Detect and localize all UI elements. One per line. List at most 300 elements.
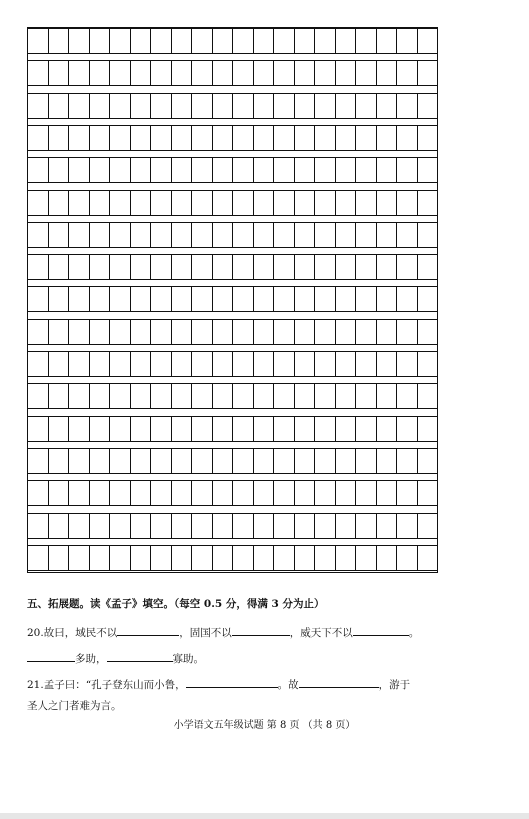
grid-cell[interactable] xyxy=(28,449,49,473)
grid-cell[interactable] xyxy=(377,126,398,150)
grid-cell[interactable] xyxy=(110,320,131,344)
grid-cell[interactable] xyxy=(274,255,295,279)
grid-cell[interactable] xyxy=(69,546,90,570)
grid-cell[interactable] xyxy=(131,126,152,150)
grid-cell[interactable] xyxy=(131,223,152,247)
grid-cell[interactable] xyxy=(233,94,254,118)
grid-cell[interactable] xyxy=(356,417,377,441)
grid-cell[interactable] xyxy=(192,417,213,441)
grid-cell[interactable] xyxy=(315,61,336,85)
grid-cell[interactable] xyxy=(315,223,336,247)
grid-cell[interactable] xyxy=(90,287,111,311)
grid-cell[interactable] xyxy=(377,158,398,182)
grid-cell[interactable] xyxy=(213,514,234,538)
grid-cell[interactable] xyxy=(336,255,357,279)
grid-cell[interactable] xyxy=(172,287,193,311)
grid-cell[interactable] xyxy=(49,481,70,505)
grid-cell[interactable] xyxy=(315,546,336,570)
grid-cell[interactable] xyxy=(69,158,90,182)
grid-cell[interactable] xyxy=(356,61,377,85)
grid-cell[interactable] xyxy=(315,481,336,505)
grid-cell[interactable] xyxy=(274,158,295,182)
grid-cell[interactable] xyxy=(110,94,131,118)
grid-cell[interactable] xyxy=(192,546,213,570)
grid-cell[interactable] xyxy=(151,287,172,311)
grid-cell[interactable] xyxy=(254,61,275,85)
grid-cell[interactable] xyxy=(315,126,336,150)
grid-cell[interactable] xyxy=(131,546,152,570)
grid-cell[interactable] xyxy=(151,481,172,505)
grid-cell[interactable] xyxy=(151,29,172,53)
grid-cell[interactable] xyxy=(192,158,213,182)
grid-cell[interactable] xyxy=(192,223,213,247)
grid-cell[interactable] xyxy=(315,352,336,376)
grid-cell[interactable] xyxy=(151,126,172,150)
grid-cell[interactable] xyxy=(336,158,357,182)
grid-cell[interactable] xyxy=(397,320,418,344)
grid-cell[interactable] xyxy=(254,384,275,408)
grid-cell[interactable] xyxy=(315,417,336,441)
grid-cell[interactable] xyxy=(28,320,49,344)
grid-cell[interactable] xyxy=(274,417,295,441)
grid-cell[interactable] xyxy=(69,223,90,247)
grid-cell[interactable] xyxy=(90,514,111,538)
grid-cell[interactable] xyxy=(233,61,254,85)
grid-cell[interactable] xyxy=(213,384,234,408)
grid-cell[interactable] xyxy=(274,352,295,376)
grid-cell[interactable] xyxy=(192,449,213,473)
grid-cell[interactable] xyxy=(356,514,377,538)
grid-cell[interactable] xyxy=(397,449,418,473)
grid-cell[interactable] xyxy=(172,320,193,344)
grid-cell[interactable] xyxy=(49,514,70,538)
grid-cell[interactable] xyxy=(69,191,90,215)
grid-cell[interactable] xyxy=(254,352,275,376)
grid-cell[interactable] xyxy=(377,191,398,215)
grid-cell[interactable] xyxy=(336,417,357,441)
grid-cell[interactable] xyxy=(49,255,70,279)
grid-cell[interactable] xyxy=(49,546,70,570)
grid-cell[interactable] xyxy=(233,514,254,538)
grid-cell[interactable] xyxy=(28,287,49,311)
grid-cell[interactable] xyxy=(131,514,152,538)
grid-cell[interactable] xyxy=(28,384,49,408)
grid-cell[interactable] xyxy=(336,352,357,376)
grid-cell[interactable] xyxy=(49,191,70,215)
grid-cell[interactable] xyxy=(377,481,398,505)
grid-cell[interactable] xyxy=(254,94,275,118)
grid-cell[interactable] xyxy=(131,287,152,311)
grid-cell[interactable] xyxy=(151,546,172,570)
grid-cell[interactable] xyxy=(397,191,418,215)
grid-cell[interactable] xyxy=(356,94,377,118)
grid-cell[interactable] xyxy=(274,320,295,344)
grid-cell[interactable] xyxy=(336,384,357,408)
grid-cell[interactable] xyxy=(131,320,152,344)
grid-cell[interactable] xyxy=(151,94,172,118)
grid-cell[interactable] xyxy=(151,449,172,473)
grid-cell[interactable] xyxy=(274,191,295,215)
grid-cell[interactable] xyxy=(377,546,398,570)
grid-cell[interactable] xyxy=(110,481,131,505)
grid-cell[interactable] xyxy=(90,481,111,505)
grid-cell[interactable] xyxy=(274,546,295,570)
grid-cell[interactable] xyxy=(110,223,131,247)
grid-cell[interactable] xyxy=(356,481,377,505)
answer-blank[interactable] xyxy=(27,650,75,662)
grid-cell[interactable] xyxy=(233,29,254,53)
grid-cell[interactable] xyxy=(110,29,131,53)
grid-cell[interactable] xyxy=(336,94,357,118)
grid-cell[interactable] xyxy=(418,158,438,182)
grid-cell[interactable] xyxy=(90,94,111,118)
grid-cell[interactable] xyxy=(90,61,111,85)
grid-cell[interactable] xyxy=(295,287,316,311)
grid-cell[interactable] xyxy=(28,158,49,182)
grid-cell[interactable] xyxy=(90,191,111,215)
grid-cell[interactable] xyxy=(213,320,234,344)
grid-cell[interactable] xyxy=(151,384,172,408)
grid-cell[interactable] xyxy=(377,320,398,344)
grid-cell[interactable] xyxy=(233,191,254,215)
grid-cell[interactable] xyxy=(69,29,90,53)
grid-cell[interactable] xyxy=(233,546,254,570)
grid-cell[interactable] xyxy=(151,61,172,85)
grid-cell[interactable] xyxy=(69,255,90,279)
grid-cell[interactable] xyxy=(356,29,377,53)
grid-cell[interactable] xyxy=(110,514,131,538)
grid-cell[interactable] xyxy=(295,449,316,473)
grid-cell[interactable] xyxy=(295,158,316,182)
grid-cell[interactable] xyxy=(233,223,254,247)
grid-cell[interactable] xyxy=(295,223,316,247)
grid-cell[interactable] xyxy=(377,514,398,538)
grid-cell[interactable] xyxy=(356,320,377,344)
grid-cell[interactable] xyxy=(110,384,131,408)
grid-cell[interactable] xyxy=(315,94,336,118)
answer-blank[interactable] xyxy=(186,676,278,688)
grid-cell[interactable] xyxy=(110,449,131,473)
grid-cell[interactable] xyxy=(254,255,275,279)
grid-cell[interactable] xyxy=(233,417,254,441)
grid-cell[interactable] xyxy=(397,223,418,247)
grid-cell[interactable] xyxy=(192,255,213,279)
grid-cell[interactable] xyxy=(90,384,111,408)
grid-cell[interactable] xyxy=(295,255,316,279)
grid-cell[interactable] xyxy=(28,255,49,279)
grid-cell[interactable] xyxy=(131,94,152,118)
grid-cell[interactable] xyxy=(295,481,316,505)
grid-cell[interactable] xyxy=(397,287,418,311)
grid-cell[interactable] xyxy=(110,61,131,85)
grid-cell[interactable] xyxy=(28,514,49,538)
grid-cell[interactable] xyxy=(151,191,172,215)
grid-cell[interactable] xyxy=(233,320,254,344)
grid-cell[interactable] xyxy=(213,352,234,376)
grid-cell[interactable] xyxy=(172,481,193,505)
grid-cell[interactable] xyxy=(151,320,172,344)
grid-cell[interactable] xyxy=(110,158,131,182)
grid-cell[interactable] xyxy=(295,126,316,150)
grid-cell[interactable] xyxy=(315,255,336,279)
grid-cell[interactable] xyxy=(233,449,254,473)
grid-cell[interactable] xyxy=(28,546,49,570)
grid-cell[interactable] xyxy=(90,29,111,53)
answer-blank[interactable] xyxy=(299,676,379,688)
grid-cell[interactable] xyxy=(110,352,131,376)
answer-blank[interactable] xyxy=(117,624,179,636)
grid-cell[interactable] xyxy=(172,384,193,408)
grid-cell[interactable] xyxy=(69,352,90,376)
grid-cell[interactable] xyxy=(336,546,357,570)
grid-cell[interactable] xyxy=(49,61,70,85)
grid-cell[interactable] xyxy=(172,255,193,279)
grid-cell[interactable] xyxy=(356,352,377,376)
grid-cell[interactable] xyxy=(151,158,172,182)
grid-cell[interactable] xyxy=(356,449,377,473)
grid-cell[interactable] xyxy=(336,481,357,505)
grid-cell[interactable] xyxy=(151,514,172,538)
grid-cell[interactable] xyxy=(418,255,438,279)
grid-cell[interactable] xyxy=(69,417,90,441)
grid-cell[interactable] xyxy=(151,255,172,279)
grid-cell[interactable] xyxy=(192,287,213,311)
grid-cell[interactable] xyxy=(192,94,213,118)
grid-cell[interactable] xyxy=(213,287,234,311)
grid-cell[interactable] xyxy=(172,352,193,376)
grid-cell[interactable] xyxy=(49,384,70,408)
grid-cell[interactable] xyxy=(192,29,213,53)
grid-cell[interactable] xyxy=(418,449,438,473)
grid-cell[interactable] xyxy=(356,126,377,150)
grid-cell[interactable] xyxy=(418,352,438,376)
grid-cell[interactable] xyxy=(356,191,377,215)
grid-cell[interactable] xyxy=(377,417,398,441)
grid-cell[interactable] xyxy=(397,352,418,376)
grid-cell[interactable] xyxy=(336,320,357,344)
grid-cell[interactable] xyxy=(274,29,295,53)
grid-cell[interactable] xyxy=(172,223,193,247)
grid-cell[interactable] xyxy=(213,126,234,150)
grid-cell[interactable] xyxy=(356,546,377,570)
grid-cell[interactable] xyxy=(295,546,316,570)
grid-cell[interactable] xyxy=(131,29,152,53)
grid-cell[interactable] xyxy=(49,320,70,344)
grid-cell[interactable] xyxy=(418,29,438,53)
grid-cell[interactable] xyxy=(295,514,316,538)
grid-cell[interactable] xyxy=(397,481,418,505)
grid-cell[interactable] xyxy=(192,61,213,85)
grid-cell[interactable] xyxy=(274,223,295,247)
grid-cell[interactable] xyxy=(213,191,234,215)
grid-cell[interactable] xyxy=(49,29,70,53)
grid-cell[interactable] xyxy=(213,94,234,118)
grid-cell[interactable] xyxy=(336,126,357,150)
grid-cell[interactable] xyxy=(213,417,234,441)
grid-cell[interactable] xyxy=(397,29,418,53)
grid-cell[interactable] xyxy=(315,158,336,182)
grid-cell[interactable] xyxy=(49,449,70,473)
grid-cell[interactable] xyxy=(90,320,111,344)
grid-cell[interactable] xyxy=(192,352,213,376)
grid-cell[interactable] xyxy=(254,546,275,570)
grid-cell[interactable] xyxy=(377,61,398,85)
grid-cell[interactable] xyxy=(315,287,336,311)
grid-cell[interactable] xyxy=(172,546,193,570)
grid-cell[interactable] xyxy=(254,158,275,182)
grid-cell[interactable] xyxy=(131,384,152,408)
grid-cell[interactable] xyxy=(192,514,213,538)
grid-cell[interactable] xyxy=(49,417,70,441)
answer-blank[interactable] xyxy=(353,624,409,636)
grid-cell[interactable] xyxy=(28,223,49,247)
grid-cell[interactable] xyxy=(356,287,377,311)
grid-cell[interactable] xyxy=(418,126,438,150)
grid-cell[interactable] xyxy=(397,94,418,118)
grid-cell[interactable] xyxy=(315,384,336,408)
grid-cell[interactable] xyxy=(295,352,316,376)
grid-cell[interactable] xyxy=(397,61,418,85)
grid-cell[interactable] xyxy=(233,158,254,182)
grid-cell[interactable] xyxy=(28,61,49,85)
grid-cell[interactable] xyxy=(131,158,152,182)
grid-cell[interactable] xyxy=(90,352,111,376)
grid-cell[interactable] xyxy=(110,546,131,570)
grid-cell[interactable] xyxy=(213,546,234,570)
grid-cell[interactable] xyxy=(356,158,377,182)
grid-cell[interactable] xyxy=(192,191,213,215)
grid-cell[interactable] xyxy=(336,514,357,538)
grid-cell[interactable] xyxy=(131,449,152,473)
grid-cell[interactable] xyxy=(90,158,111,182)
grid-cell[interactable] xyxy=(233,255,254,279)
grid-cell[interactable] xyxy=(336,29,357,53)
grid-cell[interactable] xyxy=(172,61,193,85)
grid-cell[interactable] xyxy=(356,255,377,279)
grid-cell[interactable] xyxy=(377,449,398,473)
grid-cell[interactable] xyxy=(213,158,234,182)
grid-cell[interactable] xyxy=(192,384,213,408)
grid-cell[interactable] xyxy=(90,546,111,570)
grid-cell[interactable] xyxy=(28,94,49,118)
grid-cell[interactable] xyxy=(131,61,152,85)
grid-cell[interactable] xyxy=(233,352,254,376)
grid-cell[interactable] xyxy=(110,287,131,311)
grid-cell[interactable] xyxy=(213,481,234,505)
grid-cell[interactable] xyxy=(254,320,275,344)
grid-cell[interactable] xyxy=(254,514,275,538)
grid-cell[interactable] xyxy=(274,126,295,150)
grid-cell[interactable] xyxy=(295,320,316,344)
grid-cell[interactable] xyxy=(131,191,152,215)
grid-cell[interactable] xyxy=(28,126,49,150)
grid-cell[interactable] xyxy=(418,514,438,538)
grid-cell[interactable] xyxy=(192,481,213,505)
grid-cell[interactable] xyxy=(315,449,336,473)
grid-cell[interactable] xyxy=(418,320,438,344)
grid-cell[interactable] xyxy=(131,255,152,279)
grid-cell[interactable] xyxy=(295,61,316,85)
grid-cell[interactable] xyxy=(28,191,49,215)
grid-cell[interactable] xyxy=(377,352,398,376)
grid-cell[interactable] xyxy=(28,29,49,53)
grid-cell[interactable] xyxy=(69,449,90,473)
grid-cell[interactable] xyxy=(49,126,70,150)
grid-cell[interactable] xyxy=(131,481,152,505)
grid-cell[interactable] xyxy=(377,384,398,408)
grid-cell[interactable] xyxy=(418,223,438,247)
grid-cell[interactable] xyxy=(172,94,193,118)
grid-cell[interactable] xyxy=(254,29,275,53)
grid-cell[interactable] xyxy=(233,384,254,408)
grid-cell[interactable] xyxy=(315,191,336,215)
grid-cell[interactable] xyxy=(356,223,377,247)
grid-cell[interactable] xyxy=(397,384,418,408)
grid-cell[interactable] xyxy=(49,94,70,118)
grid-cell[interactable] xyxy=(172,158,193,182)
grid-cell[interactable] xyxy=(110,417,131,441)
grid-cell[interactable] xyxy=(49,158,70,182)
grid-cell[interactable] xyxy=(49,287,70,311)
grid-cell[interactable] xyxy=(90,449,111,473)
grid-cell[interactable] xyxy=(49,352,70,376)
grid-cell[interactable] xyxy=(254,417,275,441)
grid-cell[interactable] xyxy=(418,61,438,85)
grid-cell[interactable] xyxy=(90,126,111,150)
grid-cell[interactable] xyxy=(90,255,111,279)
grid-cell[interactable] xyxy=(254,223,275,247)
grid-cell[interactable] xyxy=(110,191,131,215)
grid-cell[interactable] xyxy=(69,287,90,311)
grid-cell[interactable] xyxy=(110,255,131,279)
grid-cell[interactable] xyxy=(397,514,418,538)
grid-cell[interactable] xyxy=(172,514,193,538)
grid-cell[interactable] xyxy=(254,481,275,505)
grid-cell[interactable] xyxy=(377,223,398,247)
grid-cell[interactable] xyxy=(213,223,234,247)
grid-cell[interactable] xyxy=(69,384,90,408)
grid-cell[interactable] xyxy=(315,320,336,344)
grid-cell[interactable] xyxy=(69,514,90,538)
grid-cell[interactable] xyxy=(397,255,418,279)
grid-cell[interactable] xyxy=(397,417,418,441)
grid-cell[interactable] xyxy=(69,481,90,505)
grid-cell[interactable] xyxy=(213,61,234,85)
grid-cell[interactable] xyxy=(336,223,357,247)
grid-cell[interactable] xyxy=(151,223,172,247)
grid-cell[interactable] xyxy=(254,126,275,150)
grid-cell[interactable] xyxy=(254,191,275,215)
grid-cell[interactable] xyxy=(28,481,49,505)
grid-cell[interactable] xyxy=(172,417,193,441)
grid-cell[interactable] xyxy=(151,417,172,441)
grid-cell[interactable] xyxy=(377,255,398,279)
grid-cell[interactable] xyxy=(274,287,295,311)
answer-blank[interactable] xyxy=(107,650,173,662)
grid-cell[interactable] xyxy=(172,191,193,215)
grid-cell[interactable] xyxy=(49,223,70,247)
grid-cell[interactable] xyxy=(213,29,234,53)
grid-cell[interactable] xyxy=(397,126,418,150)
grid-cell[interactable] xyxy=(254,287,275,311)
grid-cell[interactable] xyxy=(110,126,131,150)
grid-cell[interactable] xyxy=(418,384,438,408)
grid-cell[interactable] xyxy=(69,320,90,344)
grid-cell[interactable] xyxy=(28,352,49,376)
grid-cell[interactable] xyxy=(90,223,111,247)
grid-cell[interactable] xyxy=(418,94,438,118)
grid-cell[interactable] xyxy=(172,449,193,473)
